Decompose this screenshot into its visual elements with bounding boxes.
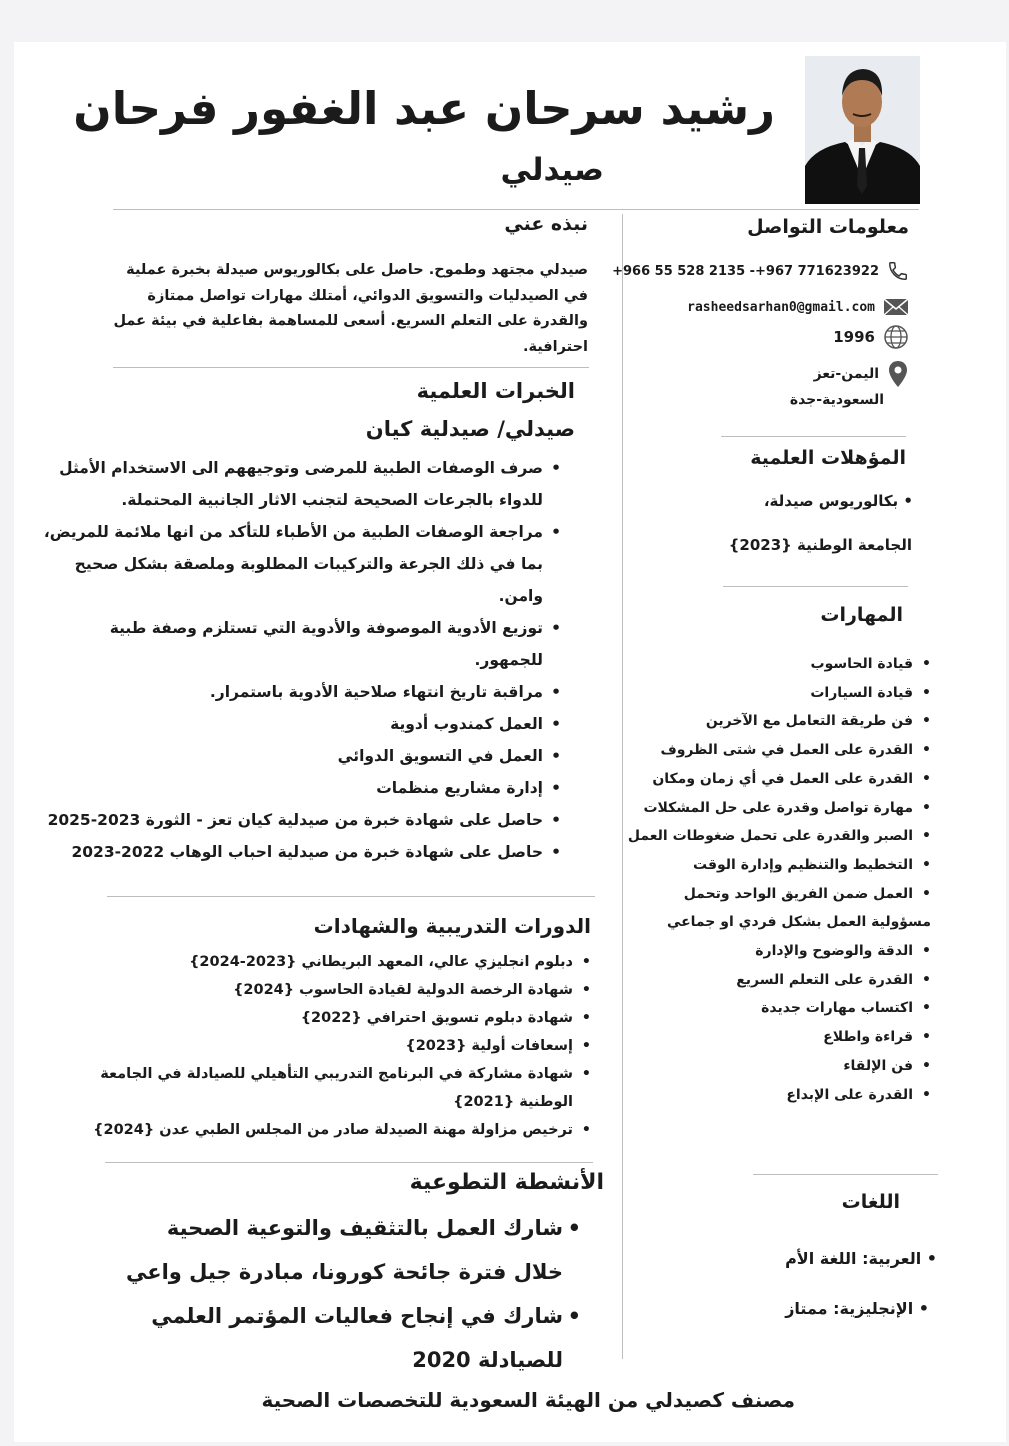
contact-divider	[721, 436, 906, 437]
skill-item: • القدرة على التعلم السريع	[613, 966, 913, 995]
courses-heading: الدورات التدريبية والشهادات	[313, 914, 591, 938]
about-text: صيدلي مجتهد وطموح. حاصل على بكالوريوس صيدلة بخبرة عملية في الصيدليات والتسويق الدوائي، أمتلك مهارات تواصل ممتازة والقدرة على التعلم السريع. أسعى للمساهمة بفاعلية في بيئة عمل احترافية.	[113, 262, 588, 355]
skill-item: • القدرة على العمل في أي زمان ومكان	[613, 765, 913, 794]
skill-item: • الدقة والوضوح والإدارة	[613, 937, 913, 966]
header-divider	[113, 209, 919, 210]
candidate-name: رشيد سرحان عبد الغفور فرحان	[73, 82, 775, 135]
qualifications-divider	[723, 586, 908, 587]
course-item: • شهادة دبلوم تسويق احترافي {2022}	[73, 1004, 573, 1032]
location-primary: اليمن-تعز	[813, 366, 879, 382]
languages-heading: اللغات	[841, 1191, 900, 1213]
experience-item: • صرف الوصفات الطبية للمرضى وتوجيههم الى الاستخدام الأمثل للدواء بالجرعات الصحيحة لتجنب الاثار الجانبية المحتملة.	[43, 452, 543, 516]
birth-year: 1996	[833, 328, 875, 346]
course-item: • شهادة مشاركة في البرنامج التدريبي التأهيلي للصيادلة في الجامعة الوطنية {2021}	[73, 1060, 573, 1116]
degree-text: بكالوريوس صيدلة،	[763, 492, 899, 510]
experience-divider	[107, 896, 595, 897]
qualifications-heading: المؤهلات العلمية	[750, 447, 906, 469]
location-pin-icon	[887, 360, 909, 388]
experience-list	[43, 452, 543, 868]
skills-heading: المهارات	[820, 604, 903, 626]
job-title: صيدلي	[500, 152, 604, 188]
saudi-classification-note: مصنف كصيدلي من الهيئة السعودية للتخصصات الصحية	[261, 1388, 795, 1412]
contact-birth-year	[833, 324, 909, 350]
language-english: • الإنجليزية: ممتاز	[785, 1299, 929, 1318]
contact-heading: معلومات التواصل	[747, 216, 909, 238]
skills-divider	[753, 1174, 938, 1175]
experience-item: • مراقبة تاريخ انتهاء صلاحية الأدوية باستمرار.	[43, 676, 543, 708]
course-item: • إسعافات أولية {2023}	[73, 1032, 573, 1060]
experience-item: • توزيع الأدوية الموصوفة والأدوية التي تستلزم وصفة طبية للجمهور.	[43, 612, 543, 676]
skill-item: • القدرة على العمل في شتى الظروف	[613, 736, 913, 765]
course-item: • شهادة الرخصة الدولية لقيادة الحاسوب {2024}	[73, 976, 573, 1004]
skills-list	[613, 650, 931, 1109]
qualification-degree: • بكالوريوس صيدلة،	[763, 492, 913, 510]
experience-item: • مراجعة الوصفات الطبية من الأطباء للتأكد من انها ملائمة للمريض، بما في ذلك الجرعة والتركيبات المطلوبة وملصقة بشكل صحيح وامن.	[43, 516, 543, 612]
language-arabic-text: العربية: اللغة الأم	[785, 1249, 922, 1268]
skill-item: • العمل ضمن الفريق الواحد وتحمل	[613, 880, 913, 909]
experience-item: • العمل كمندوب أدوية	[43, 708, 543, 740]
envelope-icon	[883, 296, 909, 318]
language-english-text: الإنجليزية: ممتاز	[785, 1299, 914, 1318]
location-secondary: السعودية-جدة	[789, 392, 884, 408]
courses-list	[73, 948, 573, 1144]
skill-item: • الصبر والقدرة على تحمل ضغوطات العمل	[613, 822, 913, 851]
profile-photo	[805, 56, 920, 204]
skill-item: • فن الإلقاء	[613, 1052, 913, 1081]
volunteer-list	[113, 1206, 563, 1382]
language-arabic: • العربية: اللغة الأم	[785, 1249, 937, 1268]
experience-role: صيدلي/ صيدلية كيان	[365, 417, 575, 441]
experience-heading: الخبرات العلمية	[416, 379, 575, 403]
skill-item: • القدرة على الإبداع	[613, 1081, 913, 1110]
experience-item: • إدارة مشاريع منظمات	[43, 772, 543, 804]
contact-email	[687, 296, 909, 318]
volunteer-item: • شارك العمل بالتثقيف والتوعية الصحية خلال فترة جائحة كورونا، مبادرة جيل واعي	[113, 1206, 563, 1294]
skill-item: • قراءة واطلاع	[613, 1023, 913, 1052]
skill-item: • قيادة السيارات	[613, 679, 913, 708]
skill-item: • اكتساب مهارات جديدة	[613, 994, 913, 1023]
volunteer-item: • شارك في إنجاح فعاليات المؤتمر العلمي للصيادلة 2020	[113, 1294, 563, 1382]
skill-item: • قيادة الحاسوب	[613, 650, 913, 679]
course-item: • دبلوم انجليزي عالي، المعهد البريطاني {2023-2024}	[73, 948, 573, 976]
about-divider	[113, 367, 589, 368]
phone-icon	[887, 260, 909, 282]
skill-item: • فن طريقة التعامل مع الآخرين	[613, 707, 913, 736]
course-item: • ترخيص مزاولة مهنة الصيدلة صادر من المجلس الطبي عدن {2024}	[73, 1116, 573, 1144]
experience-item: • حاصل على شهادة خبرة من صيدلية كيان تعز - الثورة 2023-2025	[43, 804, 543, 836]
skill-item: • التخطيط والتنظيم وإدارة الوقت	[613, 851, 913, 880]
qualification-university: الجامعة الوطنية {2023}	[728, 536, 912, 554]
skill-item-continued: مسؤولية العمل بشكل فردي او جماعي	[666, 914, 931, 931]
skill-item: • مهارة تواصل وقدرة على حل المشكلات	[613, 794, 913, 823]
contact-location	[814, 360, 909, 388]
email-address: rasheedsarhan0@gmail.com	[687, 299, 875, 315]
volunteer-heading: الأنشطة التطوعية	[409, 1170, 604, 1195]
about-heading: نبذه عني	[504, 213, 588, 235]
globe-icon	[883, 324, 909, 350]
courses-divider	[105, 1162, 593, 1163]
experience-item: • العمل في التسويق الدوائي	[43, 740, 543, 772]
contact-phone	[612, 260, 909, 282]
experience-item: • حاصل على شهادة خبرة من صيدلية احباب الوهاب 2022-2023	[43, 836, 543, 868]
phone-number: +966 55 528 2135 -+967 771623922	[612, 263, 879, 279]
